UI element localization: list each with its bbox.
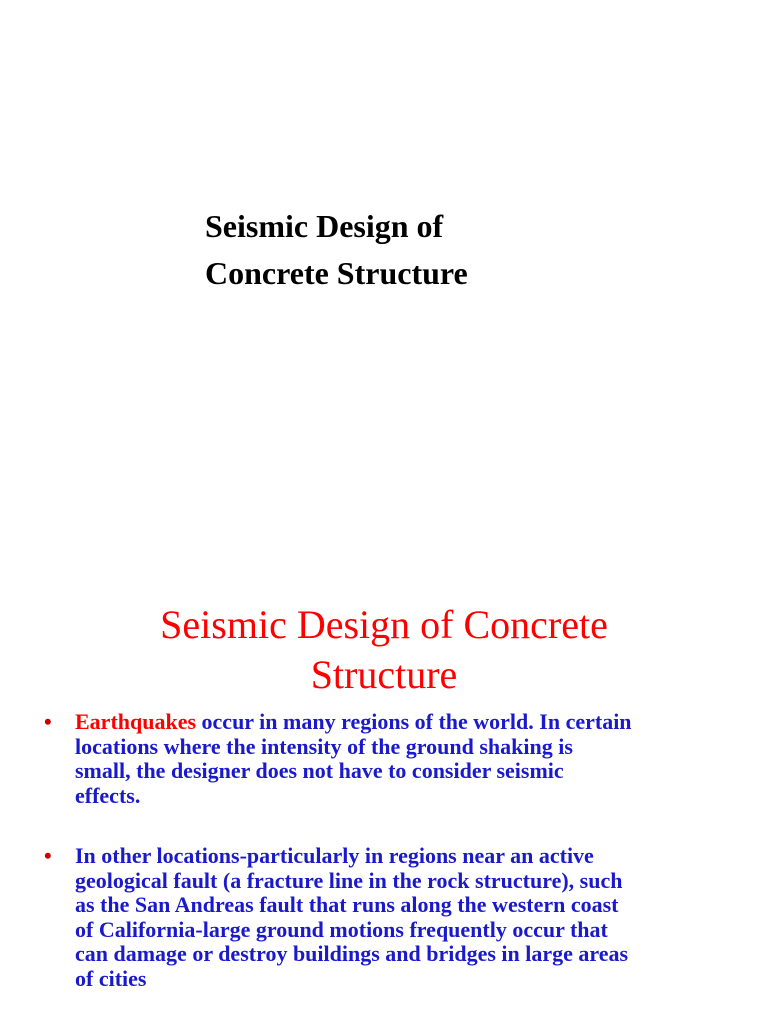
heading-line-2: Structure — [310, 652, 458, 697]
content-slide — [0, 576, 768, 1024]
bullet-item-fault-regions — [0, 844, 768, 991]
bullet-line: of cities — [75, 965, 147, 991]
bullet-line: of California-large ground motions frequently occur that — [75, 916, 608, 942]
bullet-line: as the San Andreas fault that runs along the western coast — [75, 892, 619, 917]
content-slide-heading — [0, 600, 768, 700]
bullet-line: locations where the intensity of the ground shaking is — [75, 733, 573, 759]
bullet-line: effects. — [75, 782, 141, 808]
bullet-list — [0, 710, 768, 991]
bullet-line: small, the designer does not have to consider seismic — [75, 758, 564, 783]
bullet-dot-icon: • — [44, 843, 52, 868]
bullet-item-earthquakes — [0, 710, 768, 808]
keyword-earthquakes: Earthquakes — [75, 709, 197, 734]
bullet-line — [75, 710, 748, 735]
title-line-2: Concrete Structure — [205, 255, 468, 291]
bullet-line: In other locations-particularly in regions near an active — [75, 843, 594, 868]
title-line-1: Seismic Design of — [205, 208, 444, 244]
heading-line-1: Seismic Design of Concrete — [160, 602, 608, 647]
bullet-line: geological fault (a fracture line in the rock structure), such — [75, 867, 623, 893]
bullet-text: occur in many regions of the world. In certain — [196, 709, 632, 734]
title-slide-heading — [205, 203, 468, 297]
bullet-dot-icon: • — [44, 709, 52, 734]
bullet-line: can damage or destroy buildings and bridges in large areas — [75, 941, 629, 966]
